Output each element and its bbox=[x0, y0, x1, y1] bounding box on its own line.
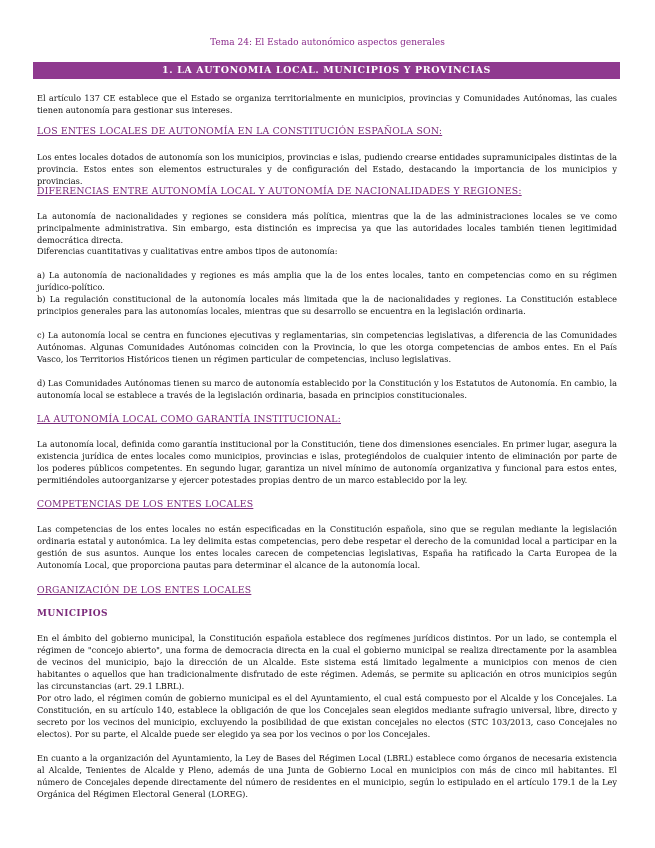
list-item-c: c) La autonomía local se centra en funciones ejecutivas y reglamentarias, sin competencias legislativas, a diferencia de las Comunidades Autónomas. Algunas Comunidades Autónomas coinciden con la Provincia, lo que les otorga competencias de ambos entes. En el País Vasco, los Territorios Históricos tienen un régimen particular de competencias, incluso legislativas. bbox=[37, 330, 617, 364]
intro-paragraph: El artículo 137 CE establece que el Estado se organiza territorialmente en municipios, provincias y Comunidades Autónomas, las cuales tienen autonomía para gestionar sus intereses. bbox=[37, 93, 617, 115]
subheading-municipios: MUNICIPIOS bbox=[37, 609, 108, 619]
paragraph: En el ámbito del gobierno municipal, la Constitución española establece dos regímenes jurídicos distintos. Por un lado, se contempla el régimen de "concejo abierto", una forma de democracia directa en la cual el gobierno municipal se realiza directamente por la asamblea de vecinos del municipio, bajo la dirección de un Alcalde. Este sistema está limitado legalmente a municipios con menos de cien habitantes o aquellos que han tradicionalmente disfrutado de este régimen. Además, se permite su aplicación en otros municipios según las circunstancias (art. 29.1 LBRL). bbox=[37, 633, 617, 691]
heading-organizacion: ORGANIZACIÓN DE LOS ENTES LOCALES bbox=[37, 585, 252, 596]
heading-garantia: LA AUTONOMÍA LOCAL COMO GARANTÍA INSTITUCIONAL: bbox=[37, 414, 341, 425]
heading-competencias: COMPETENCIAS DE LOS ENTES LOCALES bbox=[37, 499, 254, 510]
paragraph: Por otro lado, el régimen común de gobierno municipal es el del Ayuntamiento, el cual está compuesto por el Alcalde y los Concejales. La Constitución, en su artículo 140, establece la obligación de que los Concejales sean elegidos mediante sufragio universal, libre, directo y secreto por los vecinos del municipio, excluyendo la posibilidad de que existan concejales no electos (STC 103/2013, caso Concejales no electos). Por su parte, el Alcalde puede ser elegido ya sea por los vecinos o por los Concejales. bbox=[37, 693, 617, 739]
section-title: 1. LA AUTONOMIA LOCAL. MUNICIPIOS Y PROVINCIAS bbox=[33, 62, 620, 79]
heading-entes-locales: LOS ENTES LOCALES DE AUTONOMÍA EN LA CONSTITUCIÓN ESPAÑOLA SON: bbox=[37, 126, 443, 137]
heading-diferencias: DIFERENCIAS ENTRE AUTONOMÍA LOCAL Y AUTONOMÍA DE NACIONALIDADES Y REGIONES: bbox=[37, 186, 522, 197]
paragraph: Las competencias de los entes locales no están especificadas en la Constitución española, sino que se regulan mediante la legislación ordinaria estatal y autonómica. La ley delimita estas competencias, pero debe respetar el derecho de la comunidad local a participar en la gestión de sus asuntos. Aunque los entes locales carecen de competencias legislativas, España ha ratificado la Carta Europea de la Autonomía Local, que proporciona pautas para determinar el alcance de la autonomía local. bbox=[37, 524, 617, 570]
paragraph: La autonomía local, definida como garantía institucional por la Constitución, tiene dos dimensiones esenciales. En primer lugar, asegura la existencia jurídica de entes locales como municipios, provincias e islas, protegiéndolos de cualquier intento de eliminación por parte de los poderes públicos competentes. En segundo lugar, garantiza un nivel mínimo de autonomía organizativa y funcional para estos entes, permitiéndoles autoorganizarse y ejercer potestades propias dentro de un marco establecido por la ley. bbox=[37, 439, 617, 485]
paragraph: Diferencias cuantitativas y cualitativas entre ambos tipos de autonomía: bbox=[37, 246, 338, 256]
paragraph: La autonomía de nacionalidades y regiones se considera más política, mientras que la de las administraciones locales se ve como principalmente administrativa. Sin embargo, esta distinción es imprecisa ya que las autoridades locales también tienen legitimidad democrática directa. bbox=[37, 211, 617, 245]
running-header: Tema 24: El Estado autonómico aspectos generales bbox=[210, 38, 445, 48]
paragraph: En cuanto a la organización del Ayuntamiento, la Ley de Bases del Régimen Local (LBRL) establece como órganos de necesaria existencia al Alcalde, Tenientes de Alcalde y Pleno, además de una Junta de Gobierno Local en municipios con más de cinco mil habitantes. El número de Concejales depende directamente del número de residentes en el municipio, según lo estipulado en el artículo 179.1 de la Ley Orgánica del Régimen Electoral General (LOREG). bbox=[37, 753, 617, 799]
list-item-a: a) La autonomía de nacionalidades y regiones es más amplia que la de los entes locales, tanto en competencias como en su régimen jurídico-político. bbox=[37, 270, 617, 292]
list-item-d: d) Las Comunidades Autónomas tienen su marco de autonomía establecido por la Constitución y los Estatutos de Autonomía. En cambio, la autonomía local se establece a través de la legislación ordinaria, basada en principios constitucionales. bbox=[37, 378, 617, 400]
paragraph: Los entes locales dotados de autonomía son los municipios, provincias e islas, pudiendo crearse entidades supramunicipales distintas de la provincia. Estos entes son elementos estructurales y de configuración del Estado, destacando la importancia de los municipios y provincias. bbox=[37, 152, 617, 186]
list-item-b: b) La regulación constitucional de la autonomía locales más limitada que la de nacionalidades y regiones. La Constitución establece principios generales para las autonomías locales, mientras que su desarrollo se encuentra en la legislación ordinaria. bbox=[37, 294, 617, 316]
